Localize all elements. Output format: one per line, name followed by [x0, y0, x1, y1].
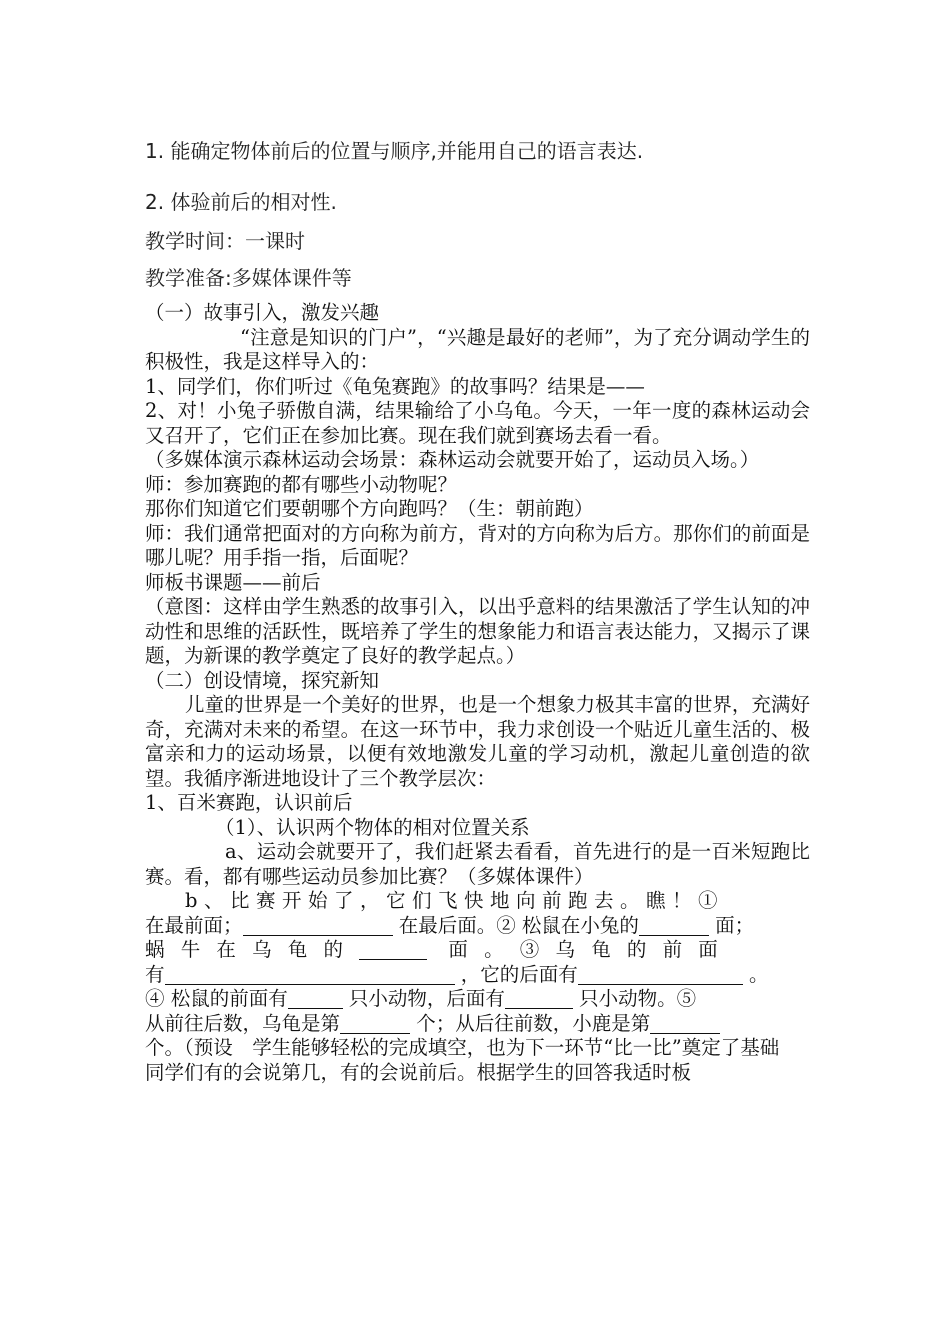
section2-heading: （二）创设情境，探究新知	[145, 668, 380, 692]
b-line-6-text-b: 个；从后往前数，小鹿是第	[416, 1011, 651, 1035]
b-line-7: 个。（预设 学生能够轻松的完成填空，也为下一环节“比一比”奠定了基础	[145, 1036, 780, 1059]
intent-note: （意图：这样由学生熟悉的故事引入，以出乎意料的结果激活了学生认知的冲动性和思维的活跃性，既培养了学生的想象能力和语言表达能力，又揭示了课题，为新课的教学奠定了良好的教学起点。）	[145, 595, 810, 667]
teaching-time: 教学时间：一课时	[145, 229, 305, 253]
sub-step-1: （1）、认识两个物体的相对位置关系	[215, 815, 530, 839]
b-line-4	[145, 963, 810, 988]
b-line-5-text-c: 只小动物。⑤	[579, 987, 697, 1010]
fill-blank-5[interactable]	[578, 964, 743, 985]
fill-blank-3[interactable]	[359, 939, 427, 960]
b-line-5-text-b: 只小动物，后面有	[348, 987, 505, 1010]
lesson-body	[145, 301, 810, 1085]
teaching-prep: 教学准备:多媒体课件等	[145, 266, 352, 290]
b-line-2-text-c: 面；	[715, 913, 755, 937]
fill-blank-8[interactable]	[340, 1013, 410, 1034]
b-line-3-text-a: 蜗 牛 在 乌 龟 的	[145, 938, 348, 961]
b-line-3	[145, 938, 810, 963]
fill-blank-6[interactable]	[288, 988, 343, 1009]
fill-blank-4[interactable]	[165, 964, 455, 985]
teacher-line-2: 那你们知道它们要朝哪个方向跑吗？（生：朝前跑）	[145, 497, 594, 520]
fill-blank-7[interactable]	[505, 988, 573, 1009]
step-1: 1、百米赛跑，认识前后	[145, 791, 353, 814]
b-line-2-text-a: 在最前面；	[145, 913, 243, 937]
section2-intro: 儿童的世界是一个美好的世界，也是一个想象力极其丰富的世界，充满好奇，充满对未来的希望。在这一环节中，我力求创设一个贴近儿童生活的、极富亲和力的运动场景，以便有效地激发儿童的学习动机，激起儿童创造的欲望。我循序渐进地设计了三个教学层次：	[145, 693, 810, 790]
question-2: 2、对！小兔子骄傲自满，结果输给了小乌龟。今天，一年一度的森林运动会又召开了，它们正在参加比赛。现在我们就到赛场去看一看。	[145, 399, 810, 447]
board-title: 师板书课题——前后	[145, 570, 321, 594]
b-line-2	[145, 914, 810, 939]
teacher-line-1: 师：参加赛跑的都有哪些小动物呢？	[145, 472, 458, 496]
b-line-5-text-a: ④ 松鼠的前面有	[145, 987, 288, 1010]
quote-paragraph: “注意是知识的门户”，“兴趣是最好的老师”，为了充分调动学生的积极性，我是这样导入的：	[145, 325, 810, 373]
b-line-2-text-b: 在最后面。② 松鼠在小兔的	[398, 913, 639, 937]
b-line-3-text-b: 面 。 ③ 乌 龟 的 前 面	[448, 938, 723, 961]
b-line-6	[145, 1012, 810, 1037]
teacher-line-3: 师：我们通常把面对的方向称为前方，背对的方向称为后方。那你们的前面是哪儿呢？用手指一指，后面呢？	[145, 521, 810, 569]
b-line-1: b、比赛开始了，它们飞快地向前跑去。瞧！①	[185, 889, 724, 912]
fill-blank-1[interactable]	[243, 915, 393, 936]
last-line: 同学们有的会说第几，有的会说前后。根据学生的回答我适时板	[145, 1060, 692, 1084]
a-paragraph: a、运动会就要开了，我们赶紧去看看，首先进行的是一百米短跑比赛。看，都有哪些运动员参加比赛？（多媒体课件）	[145, 840, 810, 888]
objective-2: 2. 体验前后的相对性.	[145, 190, 337, 214]
multimedia-note: （多媒体演示森林运动会场景：森林运动会就要开始了，运动员入场。）	[145, 448, 760, 471]
b-line-4-text-b: ，它的后面有	[460, 962, 578, 986]
b-line-5	[145, 987, 810, 1012]
objective-1: 1. 能确定物体前后的位置与顺序,并能用自己的语言表达.	[145, 139, 644, 163]
fill-blank-9[interactable]	[650, 1013, 720, 1034]
fill-blank-2[interactable]	[639, 915, 709, 936]
b-line-4-text-c: 。	[748, 962, 769, 986]
section1-heading: （一）故事引入，激发兴趣	[145, 301, 380, 324]
question-1: 1、同学们，你们听过《龟兔赛跑》的故事吗？结果是——	[145, 374, 645, 398]
b-line-4-text-a: 有	[145, 962, 165, 986]
b-line-6-text-a: 从前往后数，乌龟是第	[145, 1011, 341, 1035]
